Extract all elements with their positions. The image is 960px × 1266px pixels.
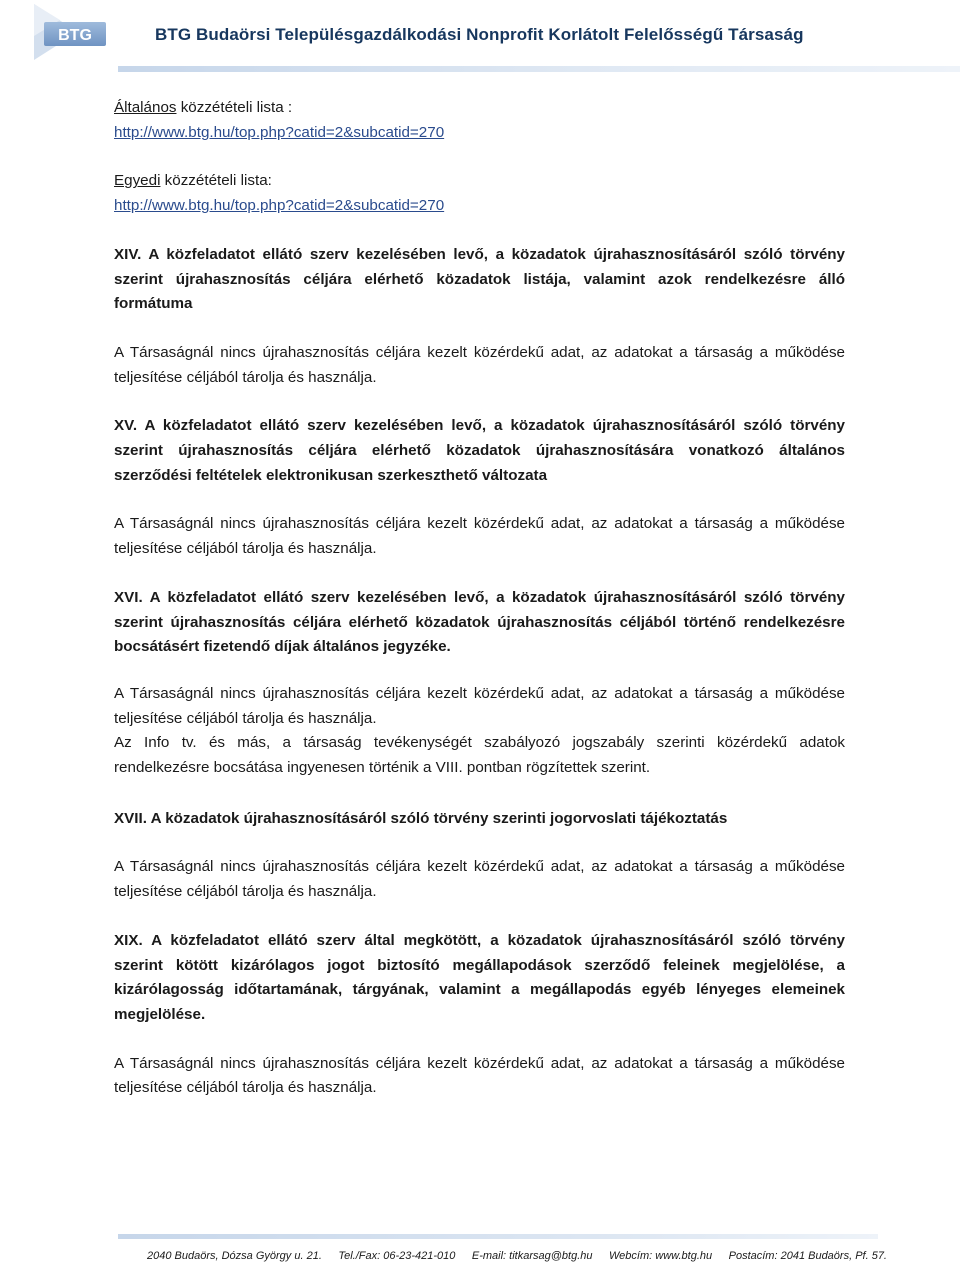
document-body	[114, 96, 845, 1101]
section-xvi-body: A Társaságnál nincs újrahasznosítás céljára kezelt közérdekű adat, az adatokat a társaság a működése teljesítése céljából tárolja és használja.	[114, 684, 845, 727]
specific-list-link[interactable]: http://www.btg.hu/top.php?catid=2&subcatid=270	[114, 197, 445, 215]
section-xix-heading: XIX. A közfeladatot ellátó szerv által megkötött, a közadatok újrahasznosításáról szóló törvény szerint kötött kizárólagos jogot biztosító megállapodások szerződő feleinek megjelölése, a kizárólagosság időtartamának, tárgyának, valamint a megállapodás egyéb lényeges elemeinek megjelölése.	[114, 931, 845, 1023]
btg-logo	[30, 2, 118, 64]
specific-list-text: közzétételi lista:	[160, 172, 272, 190]
footer-address: 2040 Budaörs, Dózsa György u. 21.	[147, 1250, 322, 1262]
footer-email: E-mail: titkarsag@btg.hu	[471, 1250, 593, 1262]
section-xv-heading: XV. A közfeladatot ellátó szerv kezelésében levő, a közadatok újrahasznosításáról szóló törvény szerint újrahasznosítás céljára elérhető közadatok újrahasznosítására vonatkozó általános szerződési feltételek elektronikusan szerkeszthető változata	[114, 417, 845, 484]
section-xiv-heading: XIV. A közfeladatot ellátó szerv kezelésében levő, a közadatok újrahasznosításáról szóló törvény szerint újrahasznosítás céljára elérhető közadatok listája, valamint azok rendelkezésre álló formátuma	[114, 245, 845, 313]
company-name: BTG Budaörsi Településgazdálkodási Nonprofit Korlátolt Felelősségű Társaság	[155, 25, 804, 44]
section-xix-body: A Társaságnál nincs újrahasznosítás céljára kezelt közérdekű adat, az adatokat a társaság a működése teljesítése céljából tárolja és használja.	[114, 1054, 845, 1097]
header-divider	[118, 66, 960, 72]
section-xvii-body: A Társaságnál nincs újrahasznosítás céljára kezelt közérdekű adat, az adatokat a társaság a működése teljesítése céljából tárolja és használja.	[114, 858, 845, 901]
general-list-label: Általános	[114, 99, 177, 116]
general-list-link-line	[114, 121, 845, 146]
footer-postal: Postacím: 2041 Budaörs, Pf. 57.	[728, 1250, 887, 1262]
specific-list-link-line	[114, 194, 845, 219]
page-footer	[147, 1250, 887, 1262]
general-list-line	[114, 96, 845, 121]
section-xvi-heading: XVI. A közfeladatot ellátó szerv kezelésében levő, a közadatok újrahasznosításáról szóló törvény szerint újrahasznosítás céljára elérhető közadatok újrahasznosítás céljából történő rendelkezésre bocsátásért fizetendő díjak általános jegyzéke.	[114, 588, 845, 656]
specific-list-line	[114, 169, 845, 194]
specific-list-label: Egyedi	[114, 172, 161, 190]
page-header	[0, 0, 960, 80]
section-xvii-heading: XVII. A közadatok újrahasznosításáról szóló törvény szerinti jogorvoslati tájékoztatás	[114, 809, 728, 827]
general-list-text: közzétételi lista :	[176, 99, 293, 116]
footer-phone: Tel./Fax: 06-23-421-010	[338, 1250, 456, 1262]
svg-text:BTG: BTG	[58, 27, 92, 44]
footer-web: Webcím: www.btg.hu	[609, 1250, 713, 1262]
section-xiv-body: A Társaságnál nincs újrahasznosítás céljára kezelt közérdekű adat, az adatokat a társaság a működése teljesítése céljából tárolja és használja.	[114, 343, 845, 386]
footer-divider	[118, 1234, 878, 1239]
general-list-link[interactable]: http://www.btg.hu/top.php?catid=2&subcatid=270	[114, 123, 445, 141]
section-xvi-note: Az Info tv. és más, a társaság tevékenységét szabályozó jogszabály szerinti közérdekű adatok rendelkezésre bocsátása ingyenesen történik a VIII. pontban rögzítettek szerint.	[114, 734, 845, 777]
section-xv-body: A Társaságnál nincs újrahasznosítás céljára kezelt közérdekű adat, az adatokat a társaság a működése teljesítése céljából tárolja és használja.	[114, 515, 845, 558]
